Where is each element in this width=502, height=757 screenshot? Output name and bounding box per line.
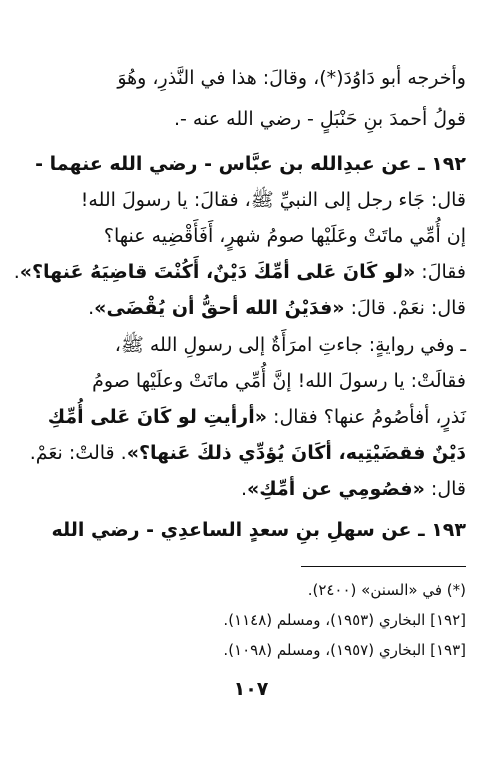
text-run: قال: جَاء رجل إلى النبيِّ ﷺ، فقالَ: يا رسولَ الله! <box>80 189 466 211</box>
text-run: . <box>88 297 95 319</box>
footnote-192 <box>36 606 466 634</box>
footnote-text: (*) في «السنن» (٢٤٠٠). <box>307 581 466 599</box>
text-run: قال: نعَمْ. قالَ: <box>344 297 466 319</box>
paragraph-line <box>36 290 466 326</box>
text-run: . <box>13 261 20 283</box>
prophetic-quote: «فصُومِي عن أمِّكِ» <box>246 478 425 500</box>
paragraph-line <box>13 254 466 290</box>
hadith-192-header <box>36 146 466 182</box>
paragraph-line <box>36 60 466 96</box>
hadith-193-header <box>36 512 466 548</box>
text-run: إن أُمِّي ماتَتْ وعَلَيْها صومُ شهرٍ، أَفَأَقْضِيه عنها؟ <box>103 225 466 247</box>
footnote-text: [١٩٢] البخاري (١٩٥٣)، ومسلم (١١٤٨). <box>223 611 466 629</box>
paragraph-line <box>36 218 466 254</box>
paragraph-line <box>36 327 466 363</box>
prophetic-quote: «فدَيْنُ الله أحقُّ أن يُقْضَى» <box>94 297 345 319</box>
text-run: وأخرجه أبو دَاوُدَ(*)، وقالَ: هذا في النَّذرِ، وهُوَ <box>117 67 466 89</box>
text-run: ـ وفي روايةٍ: جاءتِ امرَأَةٌ إلى رسولِ الله ﷺ، <box>114 334 466 356</box>
text-run: قولُ أحمدَ بنِ حَنْبَلٍ - رضي الله عنه -. <box>173 108 466 130</box>
footnote-text: [١٩٣] البخاري (١٩٥٧)، ومسلم (١٠٩٨). <box>223 641 466 659</box>
paragraph-line <box>36 101 466 137</box>
paragraph-line <box>36 399 466 435</box>
prophetic-quote: «أرأيتِ لو كَانَ عَلى أُمِّكِ <box>47 406 268 428</box>
text-run: نَذرٍ، أفأصُومُ عنها؟ فقال: <box>267 406 466 428</box>
hadith-number-text: ١٩٢ ـ عن عبدِالله بن عبَّاس - رضي الله عنهما - <box>35 153 466 175</box>
text-run: قال: <box>424 478 466 500</box>
text-run: فقالَ: <box>415 261 466 283</box>
paragraph-line <box>36 471 466 507</box>
text-run: فقالَتْ: يا رسولَ الله! إنَّ أُمِّي ماتَتْ وعلَيْها صومُ <box>92 370 466 392</box>
hadith-number-text: ١٩٣ ـ عن سهلِ بنِ سعدٍ الساعدِي - رضي الله <box>51 519 466 541</box>
text-run: . <box>240 478 247 500</box>
footnote-star <box>36 576 466 604</box>
page-number: ١٠٧ <box>233 678 269 700</box>
footnote-divider <box>301 566 466 567</box>
paragraph-line <box>29 435 466 471</box>
prophetic-quote: «لو كَانَ عَلى أمِّكَ دَيْنٌ، أَكُنْتَ قاضِيَهُ عَنها؟» <box>19 261 416 283</box>
paragraph-line <box>36 182 466 218</box>
text-run: . قالتْ: نعَمْ. <box>29 442 127 464</box>
prophetic-quote: دَيْنٌ فقضَيْتِيه، أكَانَ يُؤدِّي ذلكَ عَنها؟» <box>126 442 466 464</box>
footnote-193 <box>36 636 466 664</box>
paragraph-line <box>36 363 466 399</box>
